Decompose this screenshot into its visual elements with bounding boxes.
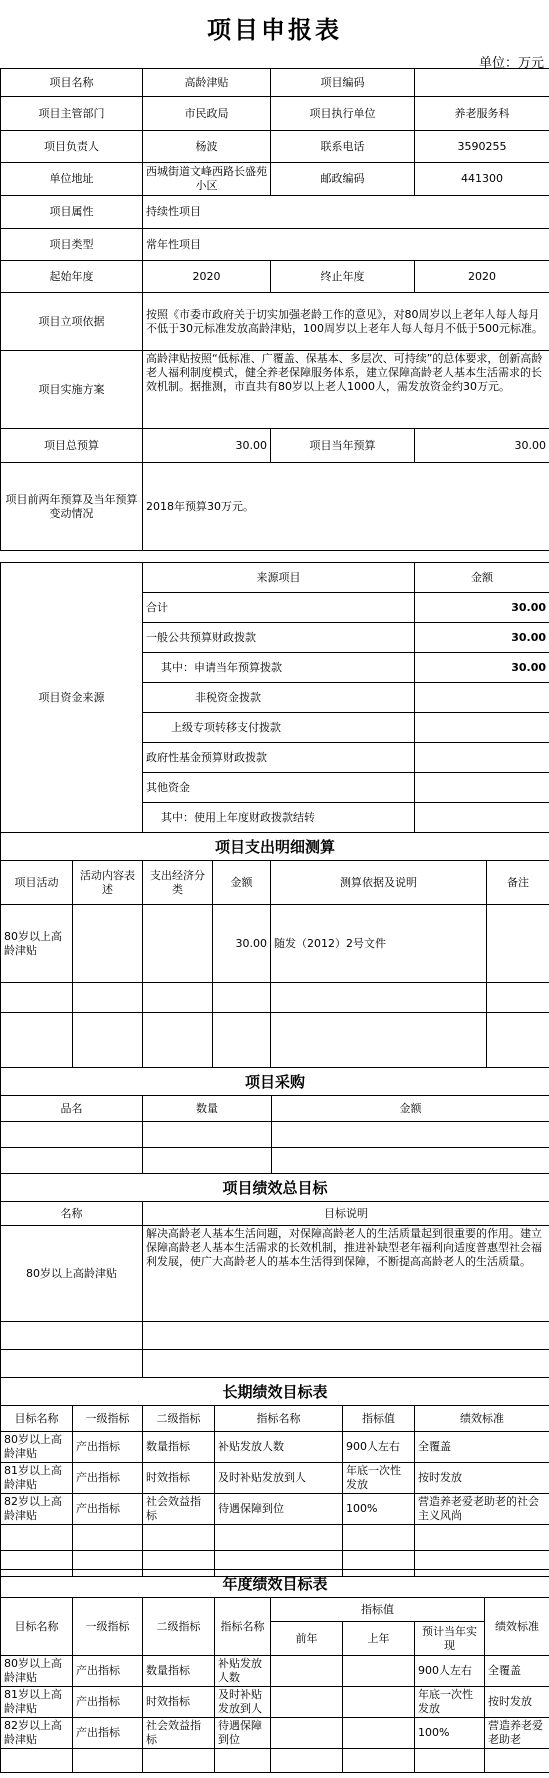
annual-current: 100%	[415, 1718, 485, 1749]
expense-section-title: 项目支出明细测算	[1, 833, 549, 861]
long-term-l2: 社会效益指标	[143, 1494, 215, 1525]
long-term-standard: 全覆盖	[415, 1432, 549, 1463]
attr-label: 项目属性	[1, 196, 143, 229]
expense-header: 支出经济分类	[143, 861, 213, 905]
funding-row-name: 其中：使用上年度财政拨款结转	[143, 803, 415, 833]
annual-prev2	[271, 1687, 343, 1718]
purchase-section-title: 项目采购	[1, 1068, 549, 1096]
funding-row-name: 一般公共预算财政拨款	[143, 623, 415, 653]
zip-label: 邮政编码	[271, 163, 415, 196]
funding-label: 项目资金来源	[1, 563, 143, 833]
funding-row-name: 其中：申请当年预算拨款	[143, 653, 415, 683]
annual-indicator: 补贴发放人数	[215, 1656, 271, 1687]
perf-total-desc: 解决高龄老人基本生活问题，对保障高龄老人的生活质量起到很重要的作用。建立保障高龄老人基本生活需求的长效机制，推进补缺型老年福利向适度普惠型社会福利发展，使广大高龄老人的基本生活得到保障，不断提高高龄老人的生活质量。	[143, 1226, 549, 1322]
long-term-standard: 营造养老爱老助老的社会主义风尚	[415, 1494, 549, 1525]
annual-standard: 营造养老爱老助老	[485, 1718, 549, 1749]
end-year-label: 终止年度	[271, 261, 415, 293]
annual-header-l1: 一级指标	[73, 1598, 143, 1656]
end-year-value: 2020	[415, 261, 549, 293]
purchase-header: 品名	[1, 1096, 143, 1122]
long-term-value: 100%	[343, 1494, 415, 1525]
purchase-table	[0, 1067, 549, 1174]
zip-value: 441300	[415, 163, 549, 196]
funding-row-amount	[415, 713, 549, 743]
annual-l1: 产出指标	[73, 1656, 143, 1687]
annual-header-standard: 绩效标准	[485, 1598, 549, 1656]
year-budget-value: 30.00	[415, 429, 549, 463]
annual-target: 82岁以上高龄津贴	[1, 1718, 73, 1749]
expense-header: 测算依据及说明	[271, 861, 487, 905]
basic-info-table	[0, 68, 549, 551]
annual-header-indicator: 指标名称	[215, 1598, 271, 1656]
attr-value: 持续性项目	[143, 196, 549, 229]
start-year-label: 起始年度	[1, 261, 143, 293]
funding-row-amount	[415, 683, 549, 713]
funding-row-amount: 30.00	[415, 593, 549, 623]
dept-label: 项目主管部门	[1, 97, 143, 131]
expense-header: 项目活动	[1, 861, 73, 905]
perf-total-header: 目标说明	[143, 1202, 549, 1226]
perf-total-name: 80岁以上高龄津贴	[1, 1226, 143, 1322]
purchase-header: 金额	[272, 1096, 549, 1122]
expense-basis: 随发（2012）2号文件	[271, 905, 487, 983]
budget-change-value: 2018年预算30万元。	[143, 463, 549, 551]
annual-indicator: 待遇保障到位	[215, 1718, 271, 1749]
long-term-indicator: 补贴发放人数	[215, 1432, 343, 1463]
address-label: 单位地址	[1, 163, 143, 196]
annual-header-current: 预计当年实现	[415, 1622, 485, 1656]
long-term-header: 二级指标	[143, 1406, 215, 1432]
funding-row-name: 非税资金拨款	[143, 683, 415, 713]
phone-label: 联系电话	[271, 131, 415, 163]
long-term-value: 900人左右	[343, 1432, 415, 1463]
annual-standard: 全覆盖	[485, 1656, 549, 1687]
annual-header-name: 目标名称	[1, 1598, 73, 1656]
long-term-l1: 产出指标	[73, 1494, 143, 1525]
annual-header-l2: 二级指标	[143, 1598, 215, 1656]
annual-standard: 按时发放	[485, 1687, 549, 1718]
long-term-target: 81岁以上高龄津贴	[1, 1463, 73, 1494]
funding-amount-header: 金额	[415, 563, 549, 593]
long-term-indicator: 及时补贴发放到人	[215, 1463, 343, 1494]
long-term-target: 82岁以上高龄津贴	[1, 1494, 73, 1525]
owner-label: 项目负责人	[1, 131, 143, 163]
long-term-header: 指标名称	[215, 1406, 343, 1432]
total-budget-label: 项目总预算	[1, 429, 143, 463]
long-term-header: 一级指标	[73, 1406, 143, 1432]
purchase-header: 数量	[143, 1096, 272, 1122]
annual-target: 80岁以上高龄津贴	[1, 1656, 73, 1687]
long-term-indicator: 待遇保障到位	[215, 1494, 343, 1525]
annual-prev1	[343, 1687, 415, 1718]
expense-header: 金额	[213, 861, 271, 905]
funding-row-name: 合计	[143, 593, 415, 623]
long-term-value: 年底一次性发放	[343, 1463, 415, 1494]
expense-amount: 30.00	[213, 905, 271, 983]
annual-l2: 社会效益指标	[143, 1718, 215, 1749]
long-term-l1: 产出指标	[73, 1432, 143, 1463]
funding-row-amount	[415, 773, 549, 803]
owner-value: 杨波	[143, 131, 271, 163]
expense-header: 备注	[487, 861, 549, 905]
unit-label: 单位：万元	[478, 56, 544, 71]
annual-section-title: 年度绩效目标表	[1, 1570, 549, 1598]
expense-table	[0, 832, 549, 1068]
long-term-section-title: 长期绩效目标表	[1, 1378, 549, 1406]
annual-prev1	[343, 1718, 415, 1749]
address-value: 西城街道文峰西路长盛苑小区	[143, 163, 271, 196]
project-code-label: 项目编码	[271, 69, 415, 97]
page-title: 项目申报表	[207, 15, 342, 44]
perf-total-section-title: 项目绩效总目标	[1, 1174, 549, 1202]
annual-indicator: 及时补贴发放到人	[215, 1687, 271, 1718]
project-name-label: 项目名称	[1, 69, 143, 97]
annual-prev1	[343, 1656, 415, 1687]
annual-prev2	[271, 1718, 343, 1749]
basis-value: 按照《市委市政府关于切实加强老龄工作的意见》，对80周岁以上老年人每人每月不低于30元标准发放高龄津贴，100周岁以上老年人每人每月不低于500元标准。	[143, 293, 549, 351]
annual-header-prev2: 前年	[271, 1622, 343, 1656]
plan-label: 项目实施方案	[1, 351, 143, 429]
funding-row-amount	[415, 803, 549, 833]
exec-unit-value: 养老服务科	[415, 97, 549, 131]
type-value: 常年性项目	[143, 229, 549, 261]
total-budget-value: 30.00	[143, 429, 271, 463]
annual-l2: 数量指标	[143, 1656, 215, 1687]
expense-activity: 80岁以上高龄津贴	[1, 905, 73, 983]
exec-unit-label: 项目执行单位	[271, 97, 415, 131]
perf-total-table	[0, 1173, 549, 1378]
long-term-table	[0, 1377, 549, 1577]
annual-l1: 产出指标	[73, 1718, 143, 1749]
type-label: 项目类型	[1, 229, 143, 261]
funding-row-name: 上级专项转移支付拨款	[143, 713, 415, 743]
project-code-value	[415, 69, 549, 97]
start-year-value: 2020	[143, 261, 271, 293]
perf-total-header: 名称	[1, 1202, 143, 1226]
long-term-header: 目标名称	[1, 1406, 73, 1432]
basis-label: 项目立项依据	[1, 293, 143, 351]
funding-row-amount	[415, 743, 549, 773]
long-term-l1: 产出指标	[73, 1463, 143, 1494]
long-term-header: 绩效标准	[415, 1406, 549, 1432]
long-term-target: 80岁以上高龄津贴	[1, 1432, 73, 1463]
annual-header-prev1: 上年	[343, 1622, 415, 1656]
project-name-value: 高龄津贴	[143, 69, 271, 97]
plan-value: 高龄津贴按照“低标准、广覆盖、保基本、多层次、可持续”的总体要求，创新高龄老人福利制度模式，健全养老保障服务体系，建立保障高龄老人基本生活需求的长效机制。据推测，市直共有80岁以上老人1000人，需发放资金约30万元。	[143, 351, 549, 429]
expense-content	[73, 905, 143, 983]
long-term-l2: 数量指标	[143, 1432, 215, 1463]
annual-prev2	[271, 1656, 343, 1687]
annual-target: 81岁以上高龄津贴	[1, 1687, 73, 1718]
funding-row-name: 政府性基金预算财政拨款	[143, 743, 415, 773]
expense-header: 活动内容表述	[73, 861, 143, 905]
long-term-l2: 时效指标	[143, 1463, 215, 1494]
expense-note	[487, 905, 549, 983]
year-budget-label: 项目当年预算	[271, 429, 415, 463]
annual-header-value: 指标值	[271, 1598, 485, 1622]
phone-value: 3590255	[415, 131, 549, 163]
budget-change-label: 项目前两年预算及当年预算变动情况	[1, 463, 143, 551]
annual-table	[0, 1569, 549, 1773]
funding-row-amount: 30.00	[415, 653, 549, 683]
annual-l2: 时效指标	[143, 1687, 215, 1718]
funding-table	[0, 562, 549, 833]
annual-current: 年底一次性发放	[415, 1687, 485, 1718]
funding-row-amount: 30.00	[415, 623, 549, 653]
annual-l1: 产出指标	[73, 1687, 143, 1718]
long-term-standard: 按时发放	[415, 1463, 549, 1494]
funding-row-name: 其他资金	[143, 773, 415, 803]
annual-current: 900人左右	[415, 1656, 485, 1687]
expense-category	[143, 905, 213, 983]
long-term-header: 指标值	[343, 1406, 415, 1432]
dept-value: 市民政局	[143, 97, 271, 131]
funding-source-header: 来源项目	[143, 563, 415, 593]
